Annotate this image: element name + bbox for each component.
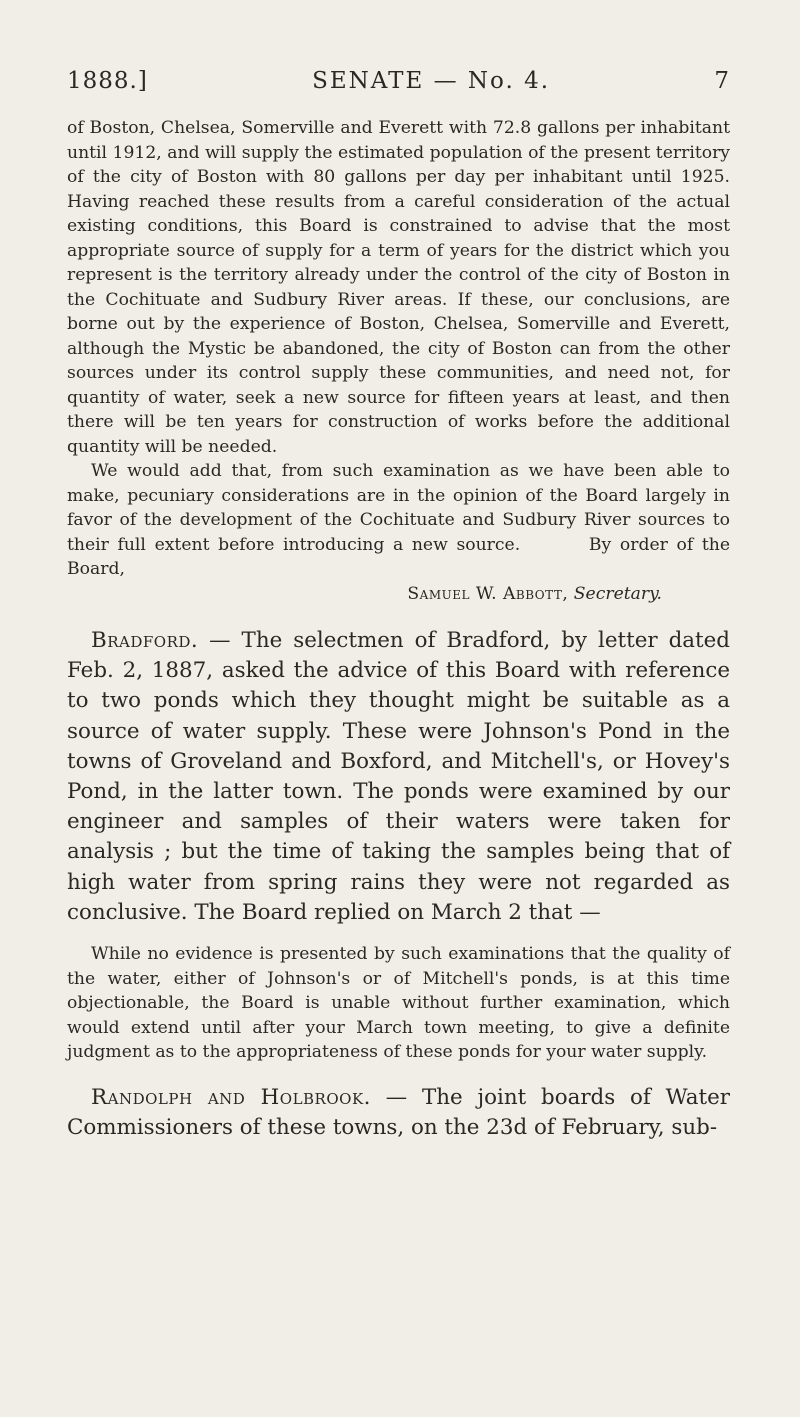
paragraph-boston-supply: of Boston, Chelsea, Somerville and Everett with 72.8 gallons per inhabitant until 1912, and will supply the estimated population of the present territory of the city of Boston with 80 gallons per day per inhabitant until 1925. Having reached these results from a careful consideration of the actual existing conditions, this Board is constrained to advise that the most appropriate source of supply for a term of years for the district which you represent is the territory already under the control of the city of Boston in the Cochituate and Sudbury River areas. If these, our conclusions, are borne out by the experience of Boston, Chelsea, Somerville and Everett, although the Mystic be abandoned, the city of Boston can from the other sources under its control supply these communities, and need not, for quantity of water, seek a new source for fifteen years at least, and then there will be ten years for construction of works before the additional quantity will be needed.	[67, 118, 730, 457]
paragraph-pecuniary-text: We would add that, from such examination as we have been able to make, pecuniary considerations are in the opinion of the Board largely in favor of the development of the Cochituate and Sudbury River sources to their full extent before introducing a new source.	[67, 461, 730, 555]
signatory-role: Secretary.	[573, 583, 662, 604]
running-header	[67, 68, 730, 94]
section-text-bradford: — The selectmen of Bradford, by letter dated Feb. 2, 1887, asked the advice of this Board with reference to two ponds which they thought might be suitable as a source of water supply. These were Johnson's Pond in the towns of Groveland and Boxford, and Mitchell's, or Hovey's Pond, in the latter town. The ponds were examined by our engineer and samples of their waters were taken for analysis ; but the time of taking the samples being that of high water from spring rains they were not regarded as conclusive. The Board replied on March 2 that —	[67, 628, 730, 925]
header-title: SENATE — No. 4.	[312, 68, 551, 94]
signature	[67, 582, 730, 607]
quoted-reply: While no evidence is presented by such examinations that the quality of the water, either of Johnson's or of Mitchell's ponds, is at this time objectionable, the Board is unable without further examination, which would extend until after your March town meeting, to give a definite judgment as to the appropriateness of these ponds for your water supply.	[67, 944, 730, 1063]
order-of-board: By order of the Board,	[67, 534, 730, 579]
section-text-randolph: — The joint boards of Water Commissioners of these towns, on the 23d of February, sub-	[67, 1084, 730, 1140]
signatory-name: Samuel W. Abbott,	[407, 583, 569, 604]
section-randolph-holbrook	[67, 1083, 730, 1143]
section-heading-randolph: Randolph and Holbrook.	[91, 1084, 371, 1110]
section-heading-bradford: Bradford.	[91, 628, 199, 653]
section-bradford	[67, 626, 730, 928]
header-year: 1888.]	[67, 68, 148, 94]
paragraph-pecuniary	[67, 459, 730, 582]
page-number: 7	[714, 68, 730, 94]
